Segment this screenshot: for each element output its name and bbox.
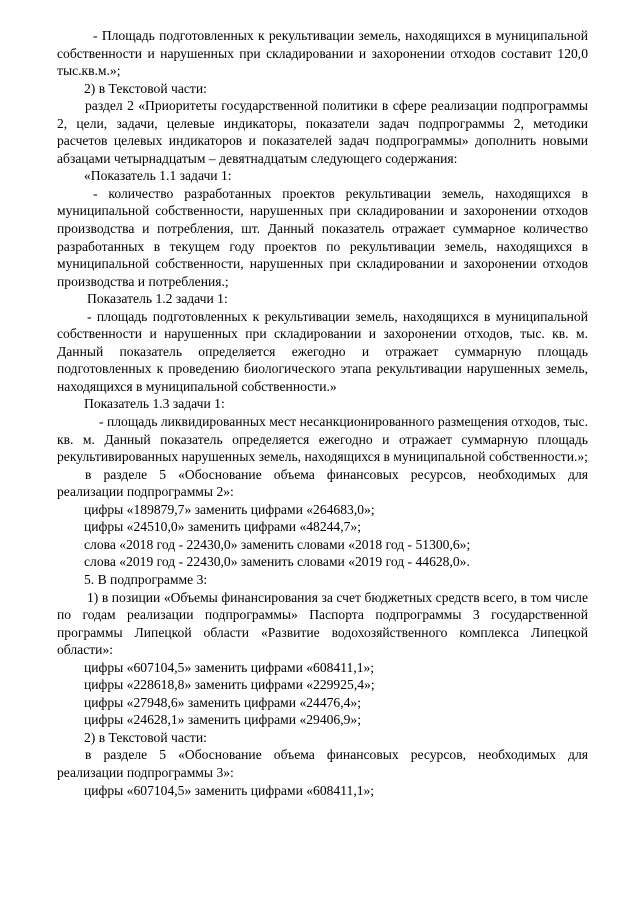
indicator-1-2-description: - площадь подготовленных к рекультивации земель, находящихся в муниципальной собственности и нарушенных при складировании и захоронении отходов, тыс. кв. м. Данный показатель определяется ежегодно и отражает суммарную площадь подготовленных к проведению биологического этапа рекультивации нарушенных земель, находящихся в муниципальной собственности.» [57,308,588,394]
document-page [57,27,588,799]
indicator-1-2-heading: Показатель 1.2 задачи 1: [87,291,228,307]
replace-line: слова «2019 год - 22430,0» заменить словами «2019 год - 44628,0». [84,554,470,570]
replace-line: цифры «228618,8» заменить цифрами «229925,4»; [84,677,375,693]
indicator-1-1-heading: «Показатель 1.1 задачи 1: [84,168,232,184]
paragraph-section-5-subprogram-2: в разделе 5 «Обоснование объема финансовых ресурсов, необходимых для реализации подпрограммы 2»: [57,466,588,500]
paragraph-area-summary: - Площадь подготовленных к рекультивации земель, находящихся в муниципальной собственности и нарушенных при складировании и захоронении отходов составит 120,0 тыс.кв.м.»; [57,28,588,79]
paragraph-section-5-subprogram-3: в разделе 5 «Обоснование объема финансовых ресурсов, необходимых для реализации подпрограммы 3»: [57,747,588,780]
replace-line: цифры «24510,0» заменить цифрами «48244,7»; [84,519,361,535]
replace-line: цифры «27948,6» заменить цифрами «24476,4»; [84,694,361,710]
replace-line: цифры «607104,5» заменить цифрами «608411,1»; [84,782,375,798]
paragraph-text-section-header: 2) в Текстовой части: [84,80,207,96]
subprogram-3-heading: 5. В подпрограмме 3: [84,571,208,587]
indicator-1-1-description: - количество разработанных проектов рекультивации земель, находящихся в муниципальной собственности, нарушенных при складировании и захоронении отходов производства и потребления, шт. Данный показатель отражает суммарное количество разработанных в текущем году проектов по рекультивации земель, находящихся в муниципальной собственности, нарушенных при складировании и захоронении отходов производства и потребления.; [57,185,588,289]
replace-line: цифры «189879,7» заменить цифрами «264683,0»; [84,501,375,517]
paragraph-section-2-amendment: раздел 2 «Приоритеты государственной политики в сфере реализации подпрограммы 2, цели, задачи, целевые индикаторы, показатели задач подпрограммы 2, методики расчетов целевых индикаторов и показателей задач подпрограммы» дополнить новыми абзацами четырнадцатым – девятнадцатым следующего содержания: [57,98,588,166]
paragraph-text-section-header: 2) в Текстовой части: [84,729,207,745]
replace-line: слова «2018 год - 22430,0» заменить словами «2018 год - 51300,6»; [84,536,471,552]
replace-line: цифры «24628,1» заменить цифрами «29406,9»; [84,712,361,728]
indicator-1-3-description: - площадь ликвидированных мест несанкционированного размещения отходов, тыс. кв. м. Данный показатель определяется ежегодно и отражает суммарную площадь рекультивированных нарушенных земель, находящихся в муниципальной собственности.»; [57,414,588,465]
replace-line: цифры «607104,5» заменить цифрами «608411,1»; [84,659,375,675]
paragraph-financing-position: 1) в позиции «Объемы финансирования за счет бюджетных средств всего, в том числе по годам реализации подпрограммы» Паспорта подпрограммы 3 государственной программы Липецкой области «Развитие водохозяйственного комплекса Липецкой области»: [57,589,588,658]
indicator-1-3-heading: Показатель 1.3 задачи 1: [84,396,225,412]
